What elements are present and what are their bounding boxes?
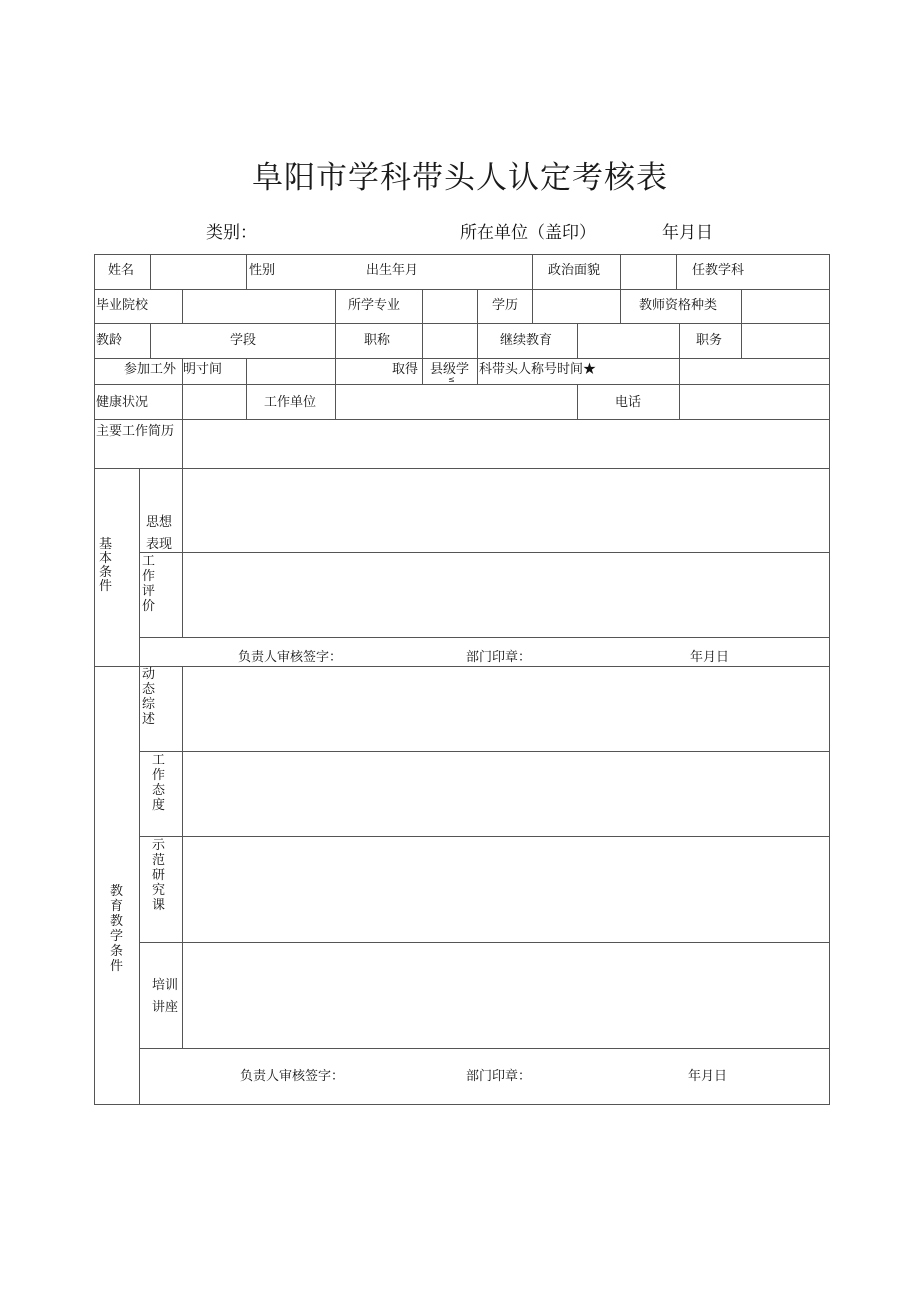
school-input[interactable]	[183, 290, 334, 322]
label-summary: 动态综述	[142, 667, 156, 727]
demo-input[interactable]	[183, 837, 828, 941]
teaching-sign-label: 负责人审核签字：	[240, 1069, 345, 1084]
col-line	[335, 289, 336, 323]
label-evaluation: 工作评价	[142, 554, 156, 614]
row-line	[139, 637, 830, 638]
thought-input[interactable]	[183, 469, 828, 551]
col-line	[477, 323, 478, 358]
basic-sign-label: 负责人审核签字：	[238, 650, 343, 665]
page-title: 阜阳市学科带头人认定考核表	[252, 160, 668, 196]
label-county-level: 县级学	[430, 362, 470, 377]
label-attitude: 工作态度	[152, 753, 166, 813]
label-thought: 思想表现	[146, 515, 173, 552]
continuing-input[interactable]	[578, 324, 678, 357]
category-label: 类别：	[206, 223, 257, 243]
table-border-right	[829, 254, 830, 1104]
label-resume: 主要工作简历	[96, 424, 175, 439]
label-teaching-years: 教龄	[96, 333, 123, 348]
attitude-input[interactable]	[183, 752, 828, 835]
basic-stamp-label: 部门印章：	[466, 650, 532, 665]
label-obtain: 取得	[392, 362, 419, 377]
title-time-input[interactable]	[680, 359, 828, 383]
col-line	[679, 323, 680, 358]
label-county-level-mark: ≤	[448, 375, 455, 384]
row-line	[139, 1048, 830, 1049]
teaching-stamp-label: 部门印章：	[466, 1069, 532, 1084]
label-subject: 任教学科	[692, 263, 745, 278]
health-input[interactable]	[183, 385, 245, 418]
col-line	[676, 254, 677, 289]
label-position: 职务	[696, 333, 723, 348]
label-demo: 示范研究课	[152, 838, 166, 913]
label-stage: 学段	[230, 333, 257, 348]
table-border-bottom	[94, 1104, 830, 1105]
name-input[interactable]	[151, 255, 245, 288]
teaching-date-label: 年月日	[688, 1069, 728, 1084]
basic-date-label: 年月日	[690, 650, 730, 665]
phone-input[interactable]	[680, 385, 828, 418]
col-line	[246, 254, 247, 289]
col-line	[422, 358, 423, 384]
label-gender: 性别	[249, 263, 276, 278]
col-line	[335, 323, 336, 358]
col-line	[335, 358, 336, 384]
politics-input[interactable]	[621, 255, 675, 288]
label-name: 姓名	[108, 263, 135, 278]
col-line	[139, 666, 140, 1104]
work-start-input[interactable]	[247, 359, 334, 383]
label-workplace: 工作单位	[264, 395, 317, 410]
training-input[interactable]	[183, 943, 828, 1047]
label-work-start: 参加工外	[124, 362, 177, 377]
label-continuing: 继续教育	[500, 333, 553, 348]
label-major: 所学专业	[348, 298, 401, 313]
label-birth: 出生年月	[366, 263, 419, 278]
unit-label: 所在单位（盖印）	[460, 223, 596, 243]
label-health: 健康状况	[96, 395, 149, 410]
label-education: 学历	[492, 298, 519, 313]
summary-input[interactable]	[183, 667, 828, 750]
label-politics: 政治面貌	[548, 263, 601, 278]
table-border-left	[94, 254, 95, 1104]
education-input[interactable]	[533, 290, 619, 322]
col-line	[246, 384, 247, 419]
col-line	[532, 254, 533, 289]
label-work-time: 明寸间	[183, 362, 223, 377]
resume-input[interactable]	[183, 420, 828, 467]
label-phone: 电话	[615, 395, 642, 410]
col-line	[139, 468, 140, 666]
position-input[interactable]	[742, 324, 828, 357]
col-line	[150, 323, 151, 358]
label-training: 培训讲座	[152, 978, 179, 1015]
header-date: 年月日	[662, 223, 713, 243]
label-qualification: 教师资格种类	[639, 298, 718, 313]
col-line	[577, 384, 578, 419]
evaluation-input[interactable]	[183, 553, 828, 636]
label-school: 毕业院校	[96, 298, 149, 313]
section-basic: 基本条件	[99, 537, 113, 594]
col-line	[477, 289, 478, 323]
major-input[interactable]	[423, 290, 476, 322]
title-input[interactable]	[423, 324, 476, 357]
label-title-time: 科带头人称号时间★	[479, 362, 597, 377]
qualification-input[interactable]	[742, 290, 828, 322]
col-line	[620, 289, 621, 323]
section-teaching: 教育教学条件	[110, 884, 124, 974]
label-title: 职称	[364, 333, 391, 348]
col-line	[477, 358, 478, 384]
workplace-input[interactable]	[336, 385, 576, 418]
